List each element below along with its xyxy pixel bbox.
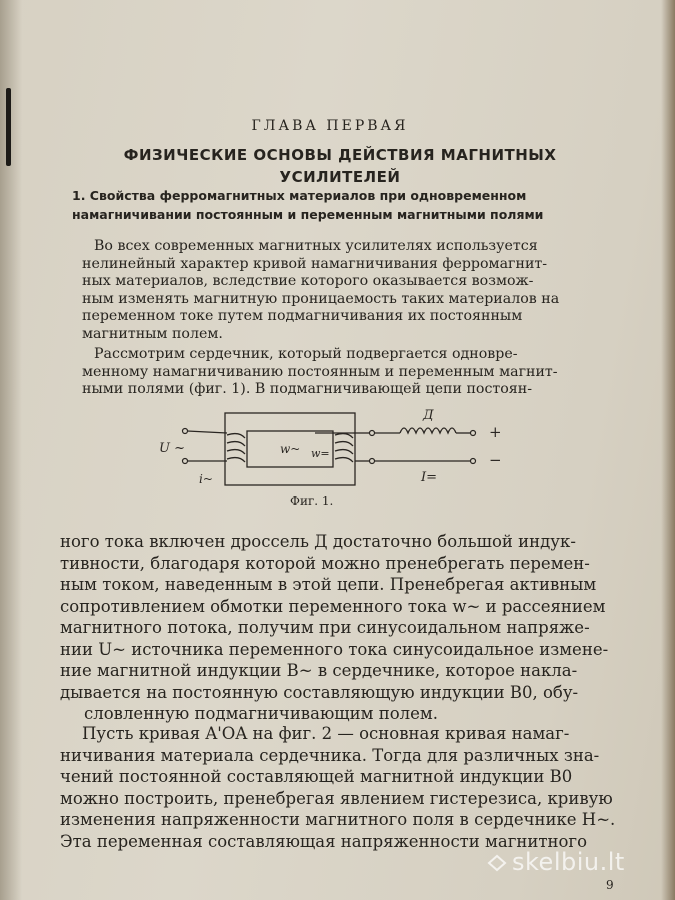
- label-d: Д: [423, 408, 434, 423]
- text-line: можно построить, пренебрегая явлением гистерезиса, кривую: [60, 788, 613, 808]
- text-line: словленную подмагничивающим полем.: [84, 704, 438, 723]
- text-line: Во всех современных магнитных усилителях используется: [94, 238, 538, 254]
- section-title-line: 1. Свойства ферромагнитных материалов при одновременном: [72, 188, 527, 203]
- text-line: нии U~ источника переменного тока синусоидальное измене-: [60, 639, 609, 659]
- text-line: магнитным полем.: [82, 325, 223, 342]
- paragraph-1: [82, 238, 592, 344]
- text-line: магнитного потока, получим при синусоидальном напряже-: [60, 618, 590, 637]
- text-line: ным током, наведенным в этой цепи. Пренебрегая активным: [60, 575, 597, 594]
- terminal: [183, 459, 188, 464]
- terminal: [183, 429, 188, 434]
- ac-winding-coil: [227, 434, 245, 462]
- text-line: Рассмотрим сердечник, который подвергается одновре-: [94, 346, 518, 362]
- text-line: нелинейный характер кривой намагничивания ферромагнит-: [82, 255, 548, 272]
- text-line: сопротивлением обмотки переменного тока w~ и рассеянием: [60, 596, 606, 616]
- page-edge-shadow: [0, 0, 22, 900]
- text-line: переменном токе путем подмагничивания их постоянным: [82, 308, 523, 325]
- terminal: [471, 431, 476, 436]
- dc-winding-coil: [335, 434, 353, 462]
- watermark-logo-icon: [486, 852, 508, 874]
- paragraph-4: [60, 723, 620, 852]
- paragraph-2: [82, 346, 592, 399]
- label-i: i~: [199, 472, 213, 486]
- text-line: тивности, благодаря которой можно пренебрегать перемен-: [60, 553, 590, 573]
- terminal: [471, 459, 476, 464]
- text-line: чений постоянной составляющей магнитной индукции B0: [60, 767, 573, 786]
- text-line: Пусть кривая A'OA на фиг. 2 — основная кривая намаг-: [82, 724, 570, 743]
- label-w-ac: w~: [280, 442, 301, 456]
- text-line: изменения напряженности магнитного поля в сердечнике H~.: [60, 810, 616, 829]
- figure-caption: Фиг. 1.: [290, 494, 334, 508]
- label-plus: +: [489, 423, 502, 441]
- circuit-figure: [155, 405, 525, 495]
- text-line: ных материалов, вследствие которого оказывается возмож-: [82, 273, 534, 290]
- text-line: Эта переменная составляющая напряженности магнитного: [60, 831, 588, 851]
- label-w-dc: w=: [311, 447, 330, 460]
- choke-coil: [400, 428, 456, 433]
- watermark: skelbiu.lt: [512, 848, 625, 876]
- chapter-title: [60, 144, 620, 188]
- text-line: ным изменять магнитную проницаемость таких материалов на: [82, 290, 560, 307]
- chapter-title-line: УСИЛИТЕЛЕЙ: [279, 168, 401, 186]
- chapter-label: ГЛАВА ПЕРВАЯ: [251, 118, 409, 134]
- terminal: [370, 459, 375, 464]
- text-line: менному намагничиванию постоянным и переменным магнит-: [82, 363, 558, 380]
- page-right-edge: [661, 0, 675, 900]
- terminal: [370, 431, 375, 436]
- text-line: ного тока включен дроссель Д достаточно большой индук-: [60, 532, 576, 551]
- wire: [187, 431, 227, 433]
- chapter-title-line: ФИЗИЧЕСКИЕ ОСНОВЫ ДЕЙСТВИЯ МАГНИТНЫХ: [123, 146, 557, 164]
- label-i-dc: I=: [421, 470, 438, 485]
- section-title-line: намагничивании постоянным и переменным магнитными полями: [72, 207, 544, 222]
- label-u: U ~: [159, 441, 185, 456]
- text-line: дывается на постоянную составляющую индукции B0, обу-: [60, 682, 579, 702]
- text-line: ничивания материала сердечника. Тогда для различных зна-: [60, 745, 600, 765]
- label-minus: −: [489, 451, 502, 469]
- section-title: [72, 186, 592, 224]
- paragraph-3: [60, 531, 609, 725]
- text-line: ными полями (фиг. 1). В подмагничивающей цепи постоян-: [82, 381, 533, 398]
- page-number: 9: [606, 878, 614, 892]
- text-line: ние магнитной индукции B~ в сердечнике, которое накла-: [60, 661, 578, 680]
